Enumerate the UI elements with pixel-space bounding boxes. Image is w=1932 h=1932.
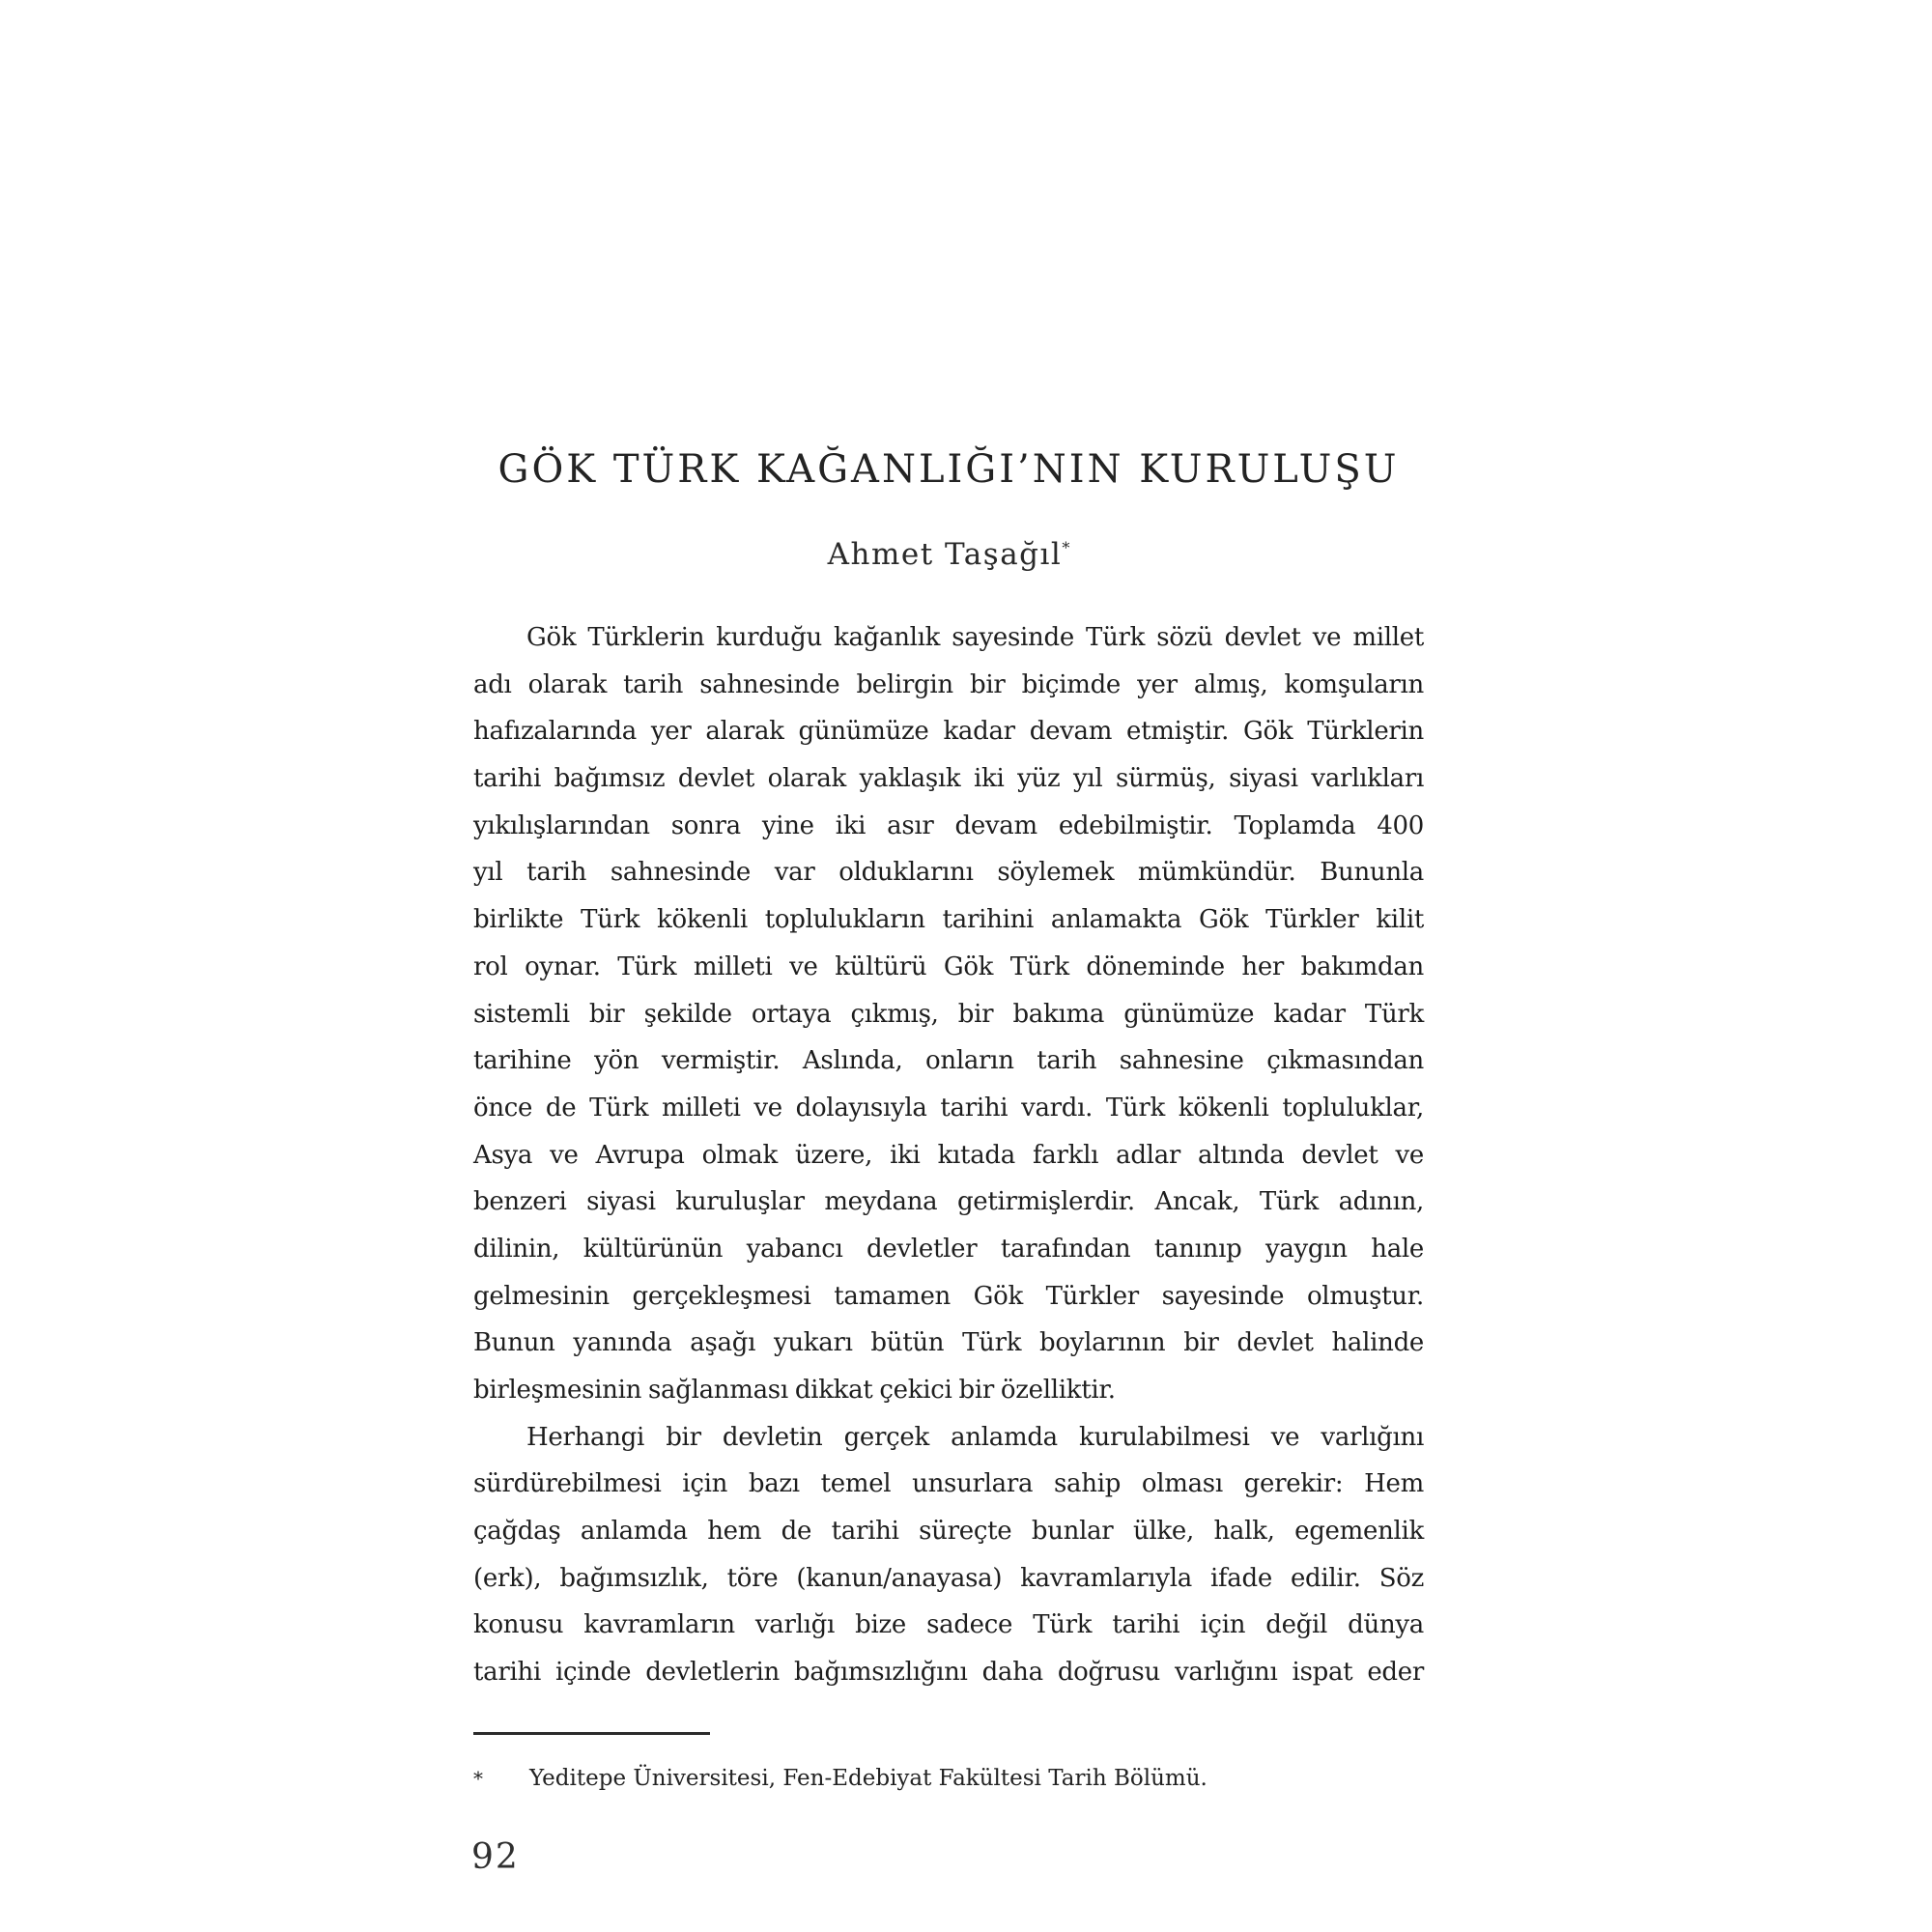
body-line: hafızalarında yer alarak günümüze kadar devam etmiştir. Gök Türklerin (473, 717, 1424, 747)
body-text (473, 614, 1424, 1696)
footnote-separator-rule (473, 1732, 710, 1735)
body-line: tarihi içinde devletlerin bağımsızlığını daha doğrusu varlığını ispat eder (473, 1658, 1424, 1688)
body-line: birlikte Türk kökenli toplulukların tarihini anlamakta Gök Türkler kilit (473, 905, 1424, 935)
author-name: Ahmet Taşağıl (827, 537, 1063, 572)
footnote-text: Yeditepe Üniversitesi, Fen-Edebiyat Fakültesi Tarih Bölümü. (529, 1766, 1208, 1791)
body-line: yıl tarih sahnesinde var olduklarını söylemek mümkündür. Bununla (473, 858, 1424, 888)
body-line: (erk), bağımsızlık, töre (kanun/anayasa) kavramlarıyla ifade edilir. Söz (473, 1563, 1424, 1593)
body-line: sürdürebilmesi için bazı temel unsurlara sahip olması gerekir: Hem (473, 1469, 1424, 1499)
body-line: önce de Türk milleti ve dolayısıyla tarihi vardı. Türk kökenli topluluklar, (473, 1093, 1424, 1122)
author-footnote-marker: * (1062, 538, 1070, 557)
body-line: tarihine yön vermiştir. Aslında, onların tarih sahnesine çıkmasından (473, 1046, 1424, 1076)
body-line: adı olarak tarih sahnesinde belirgin bir biçimde yer almış, komşuların (473, 669, 1424, 699)
body-line: çağdaş anlamda hem de tarihi süreçte bunlar ülke, halk, egemenlik (473, 1517, 1424, 1547)
body-line: Asya ve Avrupa olmak üzere, iki kıtada farklı adlar altında devlet ve (473, 1140, 1424, 1170)
body-line: tarihi bağımsız devlet olarak yaklaşık iki yüz yıl sürmüş, siyasi varlıkları (473, 764, 1424, 794)
body-line: dilinin, kültürünün yabancı devletler tarafından tanınıp yaygın hale (473, 1234, 1424, 1264)
body-line: sistemli bir şekilde ortaya çıkmış, bir bakıma günümüze kadar Türk (473, 999, 1424, 1029)
body-line: Herhangi bir devletin gerçek anlamda kurulabilmesi ve varlığını (526, 1422, 1424, 1452)
body-line: konusu kavramların varlığı bize sadece Türk tarihi için değil dünya (473, 1610, 1424, 1640)
body-line: Gök Türklerin kurduğu kağanlık sayesinde Türk sözü devlet ve millet (526, 623, 1424, 652)
body-line: birleşmesinin sağlanması dikkat çekici bir özelliktir. (473, 1376, 1116, 1405)
page-number: 92 (471, 1837, 520, 1877)
footnote-marker: * (473, 1767, 483, 1790)
body-line: benzeri siyasi kuruluşlar meydana getirmişlerdir. Ancak, Türk adının, (473, 1187, 1424, 1217)
body-line: rol oynar. Türk milleti ve kültürü Gök Türk döneminde her bakımdan (473, 952, 1424, 981)
paragraph-1 (473, 614, 1424, 1414)
body-line: gelmesinin gerçekleşmesi tamamen Gök Türkler sayesinde olmuştur. (473, 1281, 1424, 1311)
body-line: Bunun yanında aşağı yukarı bütün Türk boylarının bir devlet halinde (473, 1328, 1424, 1358)
footnote (473, 1764, 1424, 1793)
article-title: GÖK TÜRK KAĞANLIĞI’NIN KURULUŞU (497, 447, 1400, 492)
paragraph-2 (473, 1414, 1424, 1696)
author-line (473, 537, 1424, 573)
body-line: yıkılışlarından sonra yine iki asır devam edebilmiştir. Toplamda 400 (473, 810, 1424, 840)
